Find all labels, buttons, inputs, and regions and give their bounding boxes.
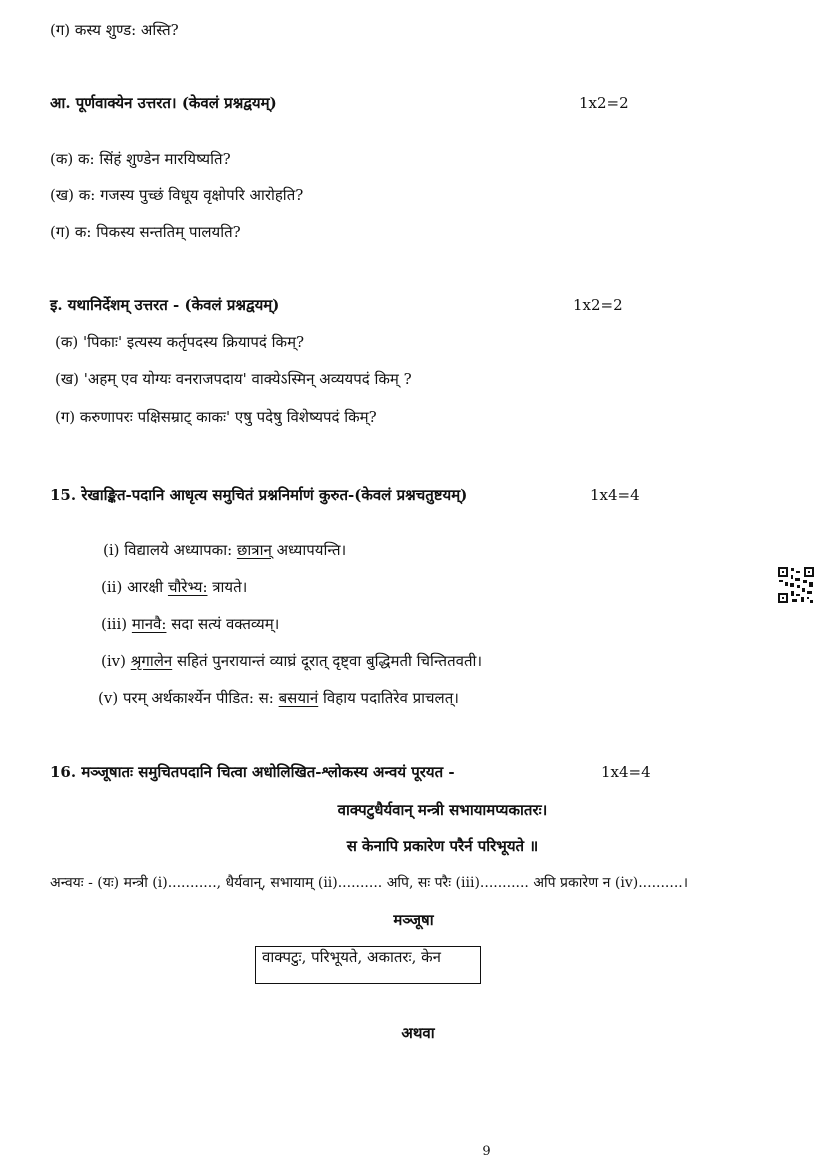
q16-heading: 16. मञ्जूषातः समुचितपदानि चित्वा अधोलिखित-श्लोकस्य अन्वयं पूरयत - <box>50 763 455 781</box>
section-aa-item-ga: (ग) क: पिकस्य सन्ततिम् पालयति? <box>50 223 241 241</box>
underlined-word: चौरेभ्य: <box>167 578 208 596</box>
q15-heading: 15. रेखाङ्कित-पदानि आधृत्य समुचितं प्रश्ननिर्माणं कुरुत-(केवलं प्रश्नचतुष्टयम्) <box>50 486 468 504</box>
q15-item-3: (iii) मानवै: सदा सत्यं वक्तव्यम्। <box>101 615 280 633</box>
qr-code-icon <box>777 566 815 604</box>
section-i-marks: 1x2=2 <box>573 296 623 314</box>
section-aa-item-kha: (ख) क: गजस्य पुच्छं विधूय वृक्षोपरि आरोहति? <box>50 186 304 204</box>
athava-label: अथवा <box>401 1024 435 1042</box>
underlined-word: छात्रान् <box>236 541 272 559</box>
q16-marks: 1x4=4 <box>601 763 651 781</box>
section-i-item-ga: (ग) करुणापरः पक्षिसम्राट् काकः' एषु पदेषु विशेष्यपदं किम्? <box>55 408 377 426</box>
section-i-item-kha: (ख) 'अहम् एव योग्यः वनराजपदाय' वाक्येऽस्मिन् अव्ययपदं किम् ? <box>55 370 412 388</box>
manjusha-title: मञ्जूषा <box>393 911 434 929</box>
q15-item-2: (ii) आरक्षी चौरेभ्य: त्रायते। <box>101 578 248 596</box>
anvaya-line: अन्वयः - (यः) मन्त्री (i)..........., धैर्यवान्, सभायाम् (ii).......... अपि, सः परैः (iii)........... अपि प्रकारेण न (iv)..........। <box>50 875 689 891</box>
manjusha-words: वाक्पटुः, परिभूयते, अकातरः, केन <box>262 948 441 966</box>
verse-line-2: स केनापि प्रकारेण परैर्न परिभूयते ॥ <box>346 837 539 855</box>
section-i-heading: इ. यथानिर्देशम् उत्तरत - (केवलं प्रश्नद्वयम्) <box>50 296 280 314</box>
q15-marks: 1x4=4 <box>590 486 640 504</box>
section-i-item-ka: (क) 'पिकाः' इत्यस्य कर्तृपदस्य क्रियापदं किम्? <box>55 333 305 351</box>
page-number: 9 <box>482 1144 491 1159</box>
underlined-word: श्रृगालेन <box>130 652 173 670</box>
verse-line-1: वाक्पटुधैर्यवान् मन्त्री सभायामप्यकातरः। <box>337 801 548 819</box>
underlined-word: बसयानं <box>278 689 319 707</box>
q15-item-5: (v) परम् अर्थकार्श्येन पीडित: स: बसयानं विहाय पदातिरेव प्राचलत्। <box>98 689 459 707</box>
underlined-word: मानवै: <box>131 615 167 633</box>
q15-item-1: (i) विद्यालये अध्यापका: छात्रान् अध्यापयन्ति। <box>103 541 347 559</box>
section-aa-marks: 1x2=2 <box>579 94 629 112</box>
section-aa-item-ka: (क) क: सिंहं शुण्डेन मारयिष्यति? <box>50 150 231 168</box>
section-aa-heading: आ. पूर्णवाक्येन उत्तरत। (केवलं प्रश्नद्वयम्) <box>50 94 277 112</box>
question-g-prev: (ग) कस्य शुण्ड: अस्ति? <box>50 21 179 39</box>
q15-item-4: (iv) श्रृगालेन सहितं पुनरायान्तं व्याघ्रं दूरात् दृष्ट्वा बुद्धिमती चिन्तितवती। <box>101 652 483 670</box>
